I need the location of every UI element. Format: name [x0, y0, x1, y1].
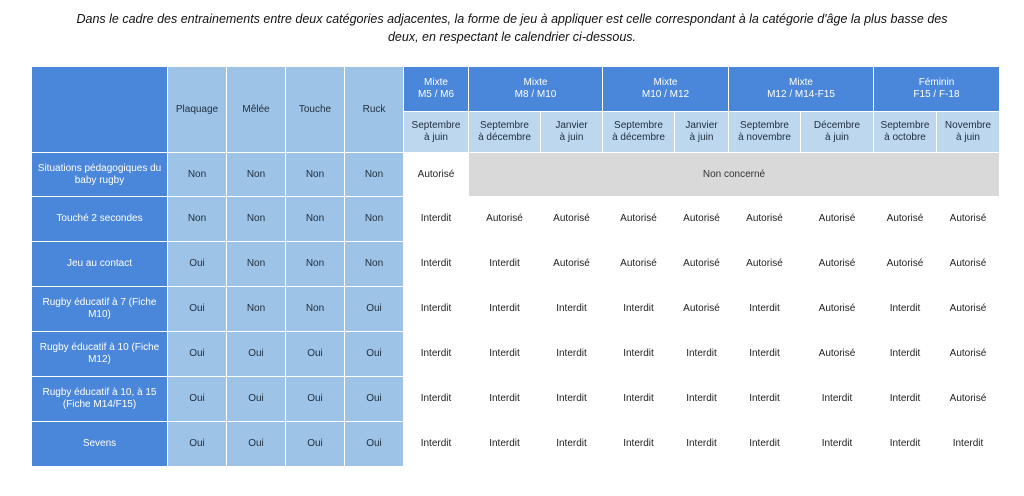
period-start: Septembre — [880, 120, 930, 131]
table-cell: Autorisé — [675, 287, 729, 332]
table-cell: Autorisé — [801, 197, 874, 242]
intro-text: Dans le cadre des entrainements entre deux catégories adjacentes, la forme de jeu à appliquer est celle correspondant à la catégorie d'âge la plus basse des deux, en respectant le calendrier ci-dessous. — [76, 12, 948, 44]
table-cell: Interdit — [541, 377, 603, 422]
period-start: Septembre — [411, 120, 461, 131]
table-cell: Oui — [168, 422, 227, 467]
table-cell: Non — [345, 153, 404, 197]
table-cell: Interdit — [404, 422, 469, 467]
table-cell: Interdit — [675, 377, 729, 422]
category-header-m5-m6 — [404, 67, 469, 112]
corner-cell — [32, 67, 168, 153]
table-cell: Interdit — [603, 287, 675, 332]
period-header — [874, 112, 937, 153]
table-cell: Interdit — [729, 332, 801, 377]
table-cell: Autorisé — [937, 197, 1000, 242]
table-cell: Interdit — [874, 422, 937, 467]
table-cell: Autorisé — [541, 197, 603, 242]
row-label: Sevens — [32, 422, 168, 467]
category-ages: F15 / F-18 — [913, 89, 960, 100]
category-header-f15-f18 — [874, 67, 1000, 112]
table-cell: Interdit — [874, 332, 937, 377]
table-cell: Autorisé — [469, 197, 541, 242]
table-row — [32, 377, 1000, 422]
period-end: à juin — [424, 132, 448, 143]
table-cell: Non — [286, 153, 345, 197]
row-label: Touché 2 secondes — [32, 197, 168, 242]
col-header-ruck: Ruck — [345, 67, 404, 153]
table-cell: Non — [345, 197, 404, 242]
table-cell: Autorisé — [874, 242, 937, 287]
not-concerned-cell: Non concerné — [469, 153, 1000, 197]
table-cell: Autorisé — [937, 332, 1000, 377]
table-cell: Autorisé — [675, 242, 729, 287]
table-cell: Oui — [286, 332, 345, 377]
period-end: à décembre — [478, 132, 531, 143]
table-row — [32, 332, 1000, 377]
table-cell: Oui — [345, 377, 404, 422]
row-label: Rugby éducatif à 10 (Fiche M12) — [32, 332, 168, 377]
period-header — [675, 112, 729, 153]
category-ages: M12 / M14-F15 — [767, 89, 835, 100]
table-cell: Oui — [168, 287, 227, 332]
table-cell: Interdit — [874, 377, 937, 422]
period-end: à octobre — [884, 132, 926, 143]
period-end: à juin — [559, 132, 584, 143]
period-start: Décembre — [813, 120, 861, 131]
table-cell: Interdit — [603, 377, 675, 422]
table-cell: Interdit — [541, 422, 603, 467]
period-start: Septembre — [480, 120, 529, 131]
table-cell: Interdit — [541, 287, 603, 332]
period-start: Septembre — [614, 120, 663, 131]
table-cell: Autorisé — [675, 197, 729, 242]
period-end: à novembre — [738, 132, 791, 143]
table-cell: Oui — [345, 422, 404, 467]
table-cell: Oui — [168, 242, 227, 287]
table-cell: Autorisé — [937, 377, 1000, 422]
table-cell: Autorisé — [603, 242, 675, 287]
category-gender: Mixte — [789, 77, 813, 88]
table-cell: Autorisé — [729, 242, 801, 287]
col-header-touche: Touche — [286, 67, 345, 153]
row-label: Rugby éducatif à 7 (Fiche M10) — [32, 287, 168, 332]
table-cell: Non — [227, 197, 286, 242]
period-start: Janvier — [555, 120, 588, 131]
category-header-m10-m12 — [603, 67, 729, 112]
category-gender: Féminin — [918, 77, 955, 88]
period-end: à juin — [825, 132, 849, 143]
row-label: Jeu au contact — [32, 242, 168, 287]
table-cell: Non — [345, 242, 404, 287]
col-header-plaquage: Plaquage — [168, 67, 227, 153]
table-cell: Interdit — [404, 242, 469, 287]
table-cell: Interdit — [801, 422, 874, 467]
table-row — [32, 242, 1000, 287]
table-cell: Autorisé — [801, 332, 874, 377]
period-end: à juin — [956, 132, 980, 143]
table-cell: Interdit — [603, 332, 675, 377]
period-header — [937, 112, 1000, 153]
table-cell: Non — [227, 287, 286, 332]
table-cell: Interdit — [801, 377, 874, 422]
table-cell: Non — [286, 197, 345, 242]
table-cell: Interdit — [729, 377, 801, 422]
table-cell: Autorisé — [541, 242, 603, 287]
table-cell: Autorisé — [801, 287, 874, 332]
table-cell: Oui — [168, 377, 227, 422]
table-cell: Autorisé — [937, 242, 1000, 287]
period-header — [801, 112, 874, 153]
table-cell: Interdit — [541, 332, 603, 377]
period-end: à juin — [689, 132, 714, 143]
table-cell: Interdit — [729, 422, 801, 467]
table-cell: Interdit — [874, 287, 937, 332]
table-cell: Non — [286, 287, 345, 332]
period-header — [729, 112, 801, 153]
table-cell: Oui — [227, 332, 286, 377]
table-cell: Autorisé — [603, 197, 675, 242]
period-header — [603, 112, 675, 153]
period-header — [404, 112, 469, 153]
category-ages: M8 / M10 — [514, 89, 557, 100]
table-cell: Oui — [345, 332, 404, 377]
category-gender: Mixte — [523, 77, 548, 88]
category-header-m8-m10 — [469, 67, 603, 112]
table-cell: Interdit — [404, 197, 469, 242]
table-cell: Interdit — [404, 287, 469, 332]
table-cell: Interdit — [469, 332, 541, 377]
table-cell: Interdit — [469, 287, 541, 332]
table-cell: Interdit — [404, 377, 469, 422]
period-start: Novembre — [944, 120, 992, 131]
table-cell: Autorisé — [937, 287, 1000, 332]
table-cell: Oui — [286, 377, 345, 422]
category-ages: M10 / M12 — [641, 89, 690, 100]
table-row — [32, 197, 1000, 242]
table-cell: Non — [227, 153, 286, 197]
table-cell: Interdit — [675, 422, 729, 467]
table-cell: Non — [168, 197, 227, 242]
table-cell: Interdit — [603, 422, 675, 467]
table-cell: Non — [227, 242, 286, 287]
table-cell: Interdit — [469, 422, 541, 467]
category-gender: Mixte — [653, 77, 678, 88]
table-cell: Interdit — [404, 332, 469, 377]
period-header — [469, 112, 541, 153]
rules-table — [31, 66, 1000, 467]
period-start: Janvier — [685, 120, 718, 131]
category-ages: M5 / M6 — [417, 89, 455, 100]
table-cell: Oui — [168, 332, 227, 377]
table-cell: Autorisé — [404, 153, 469, 197]
table-cell: Interdit — [675, 332, 729, 377]
category-header-m12-m14 — [729, 67, 874, 112]
table-cell: Non — [168, 153, 227, 197]
period-header — [541, 112, 603, 153]
table-cell: Autorisé — [874, 197, 937, 242]
category-gender: Mixte — [424, 77, 448, 88]
table-cell: Interdit — [937, 422, 1000, 467]
table-row — [32, 422, 1000, 467]
table-cell: Non — [286, 242, 345, 287]
row-label: Situations pédagogiques du baby rugby — [32, 153, 168, 197]
table-cell: Oui — [227, 422, 286, 467]
table-cell: Oui — [286, 422, 345, 467]
row-label: Rugby éducatif à 10, à 15 (Fiche M14/F15) — [32, 377, 168, 422]
table-row — [32, 153, 1000, 197]
table-cell: Interdit — [469, 242, 541, 287]
table-cell: Autorisé — [801, 242, 874, 287]
table-row — [32, 287, 1000, 332]
table-cell: Interdit — [469, 377, 541, 422]
table-cell: Oui — [227, 377, 286, 422]
col-header-melee: Mêlée — [227, 67, 286, 153]
table-cell: Autorisé — [729, 197, 801, 242]
period-end: à décembre — [612, 132, 665, 143]
table-cell: Oui — [345, 287, 404, 332]
table-cell: Interdit — [729, 287, 801, 332]
period-start: Septembre — [740, 120, 789, 131]
